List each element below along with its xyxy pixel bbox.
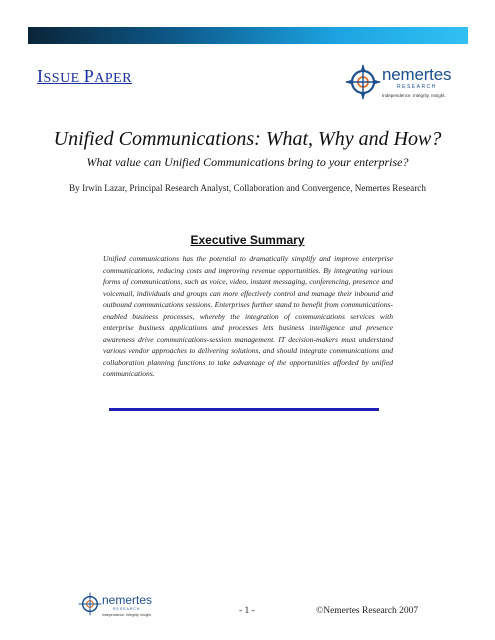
footer-compass-icon xyxy=(78,592,102,616)
compass-crosshair-icon xyxy=(345,64,381,100)
issue-paper-label: ISSUE PAPER xyxy=(37,66,133,86)
executive-summary-heading: Executive Summary xyxy=(190,233,305,247)
section-divider xyxy=(109,408,379,411)
logo-sub: RESEARCH xyxy=(397,84,437,90)
document-subtitle: What value can Unified Communications bring to your enterprise? xyxy=(86,155,409,169)
header-bar xyxy=(28,27,468,44)
copyright: ©Nemertes Research 2007 xyxy=(316,606,419,616)
logo-name: nemertes xyxy=(382,65,452,84)
footer-logo xyxy=(78,591,178,621)
author-line: By Irwin Lazar, Principal Research Analyst, Collaboration and Convergence, Nemertes Research xyxy=(69,183,426,193)
footer-logo-name: nemertes xyxy=(102,593,153,607)
nemertes-logo xyxy=(345,62,457,104)
footer-logo-tagline: Independence. Integrity. Insight. xyxy=(102,613,152,617)
executive-summary-body: Unified communications has the potential to dramatically simplify and improve enterprise communications, reducing costs and improving revenue opportunities. By integrating various forms of communications, such as voice, video, instant messaging, conferencing, presence and voicemail, individuals and groups can more effectively control and manage their inbound and outbound communications sessions. Enterprises further stand to benefit from communications-enabled business processes, whereby the integration of communications services with enterprise business applications and processes lets business intelligence and presence awareness drive communications-session management. IT decision-makers must understand various vendor approaches to delivering solutions, and should integrate communications and collaboration planning functions to take advantage of the opportunities afforded by unified communications. xyxy=(103,254,393,378)
logo-tagline: Independence. Integrity. Insight. xyxy=(382,93,446,98)
document-title: Unified Communications: What, Why and How? xyxy=(53,128,442,150)
footer-logo-sub: RESEARCH xyxy=(113,607,141,611)
page-number: - 1 - xyxy=(239,606,255,616)
